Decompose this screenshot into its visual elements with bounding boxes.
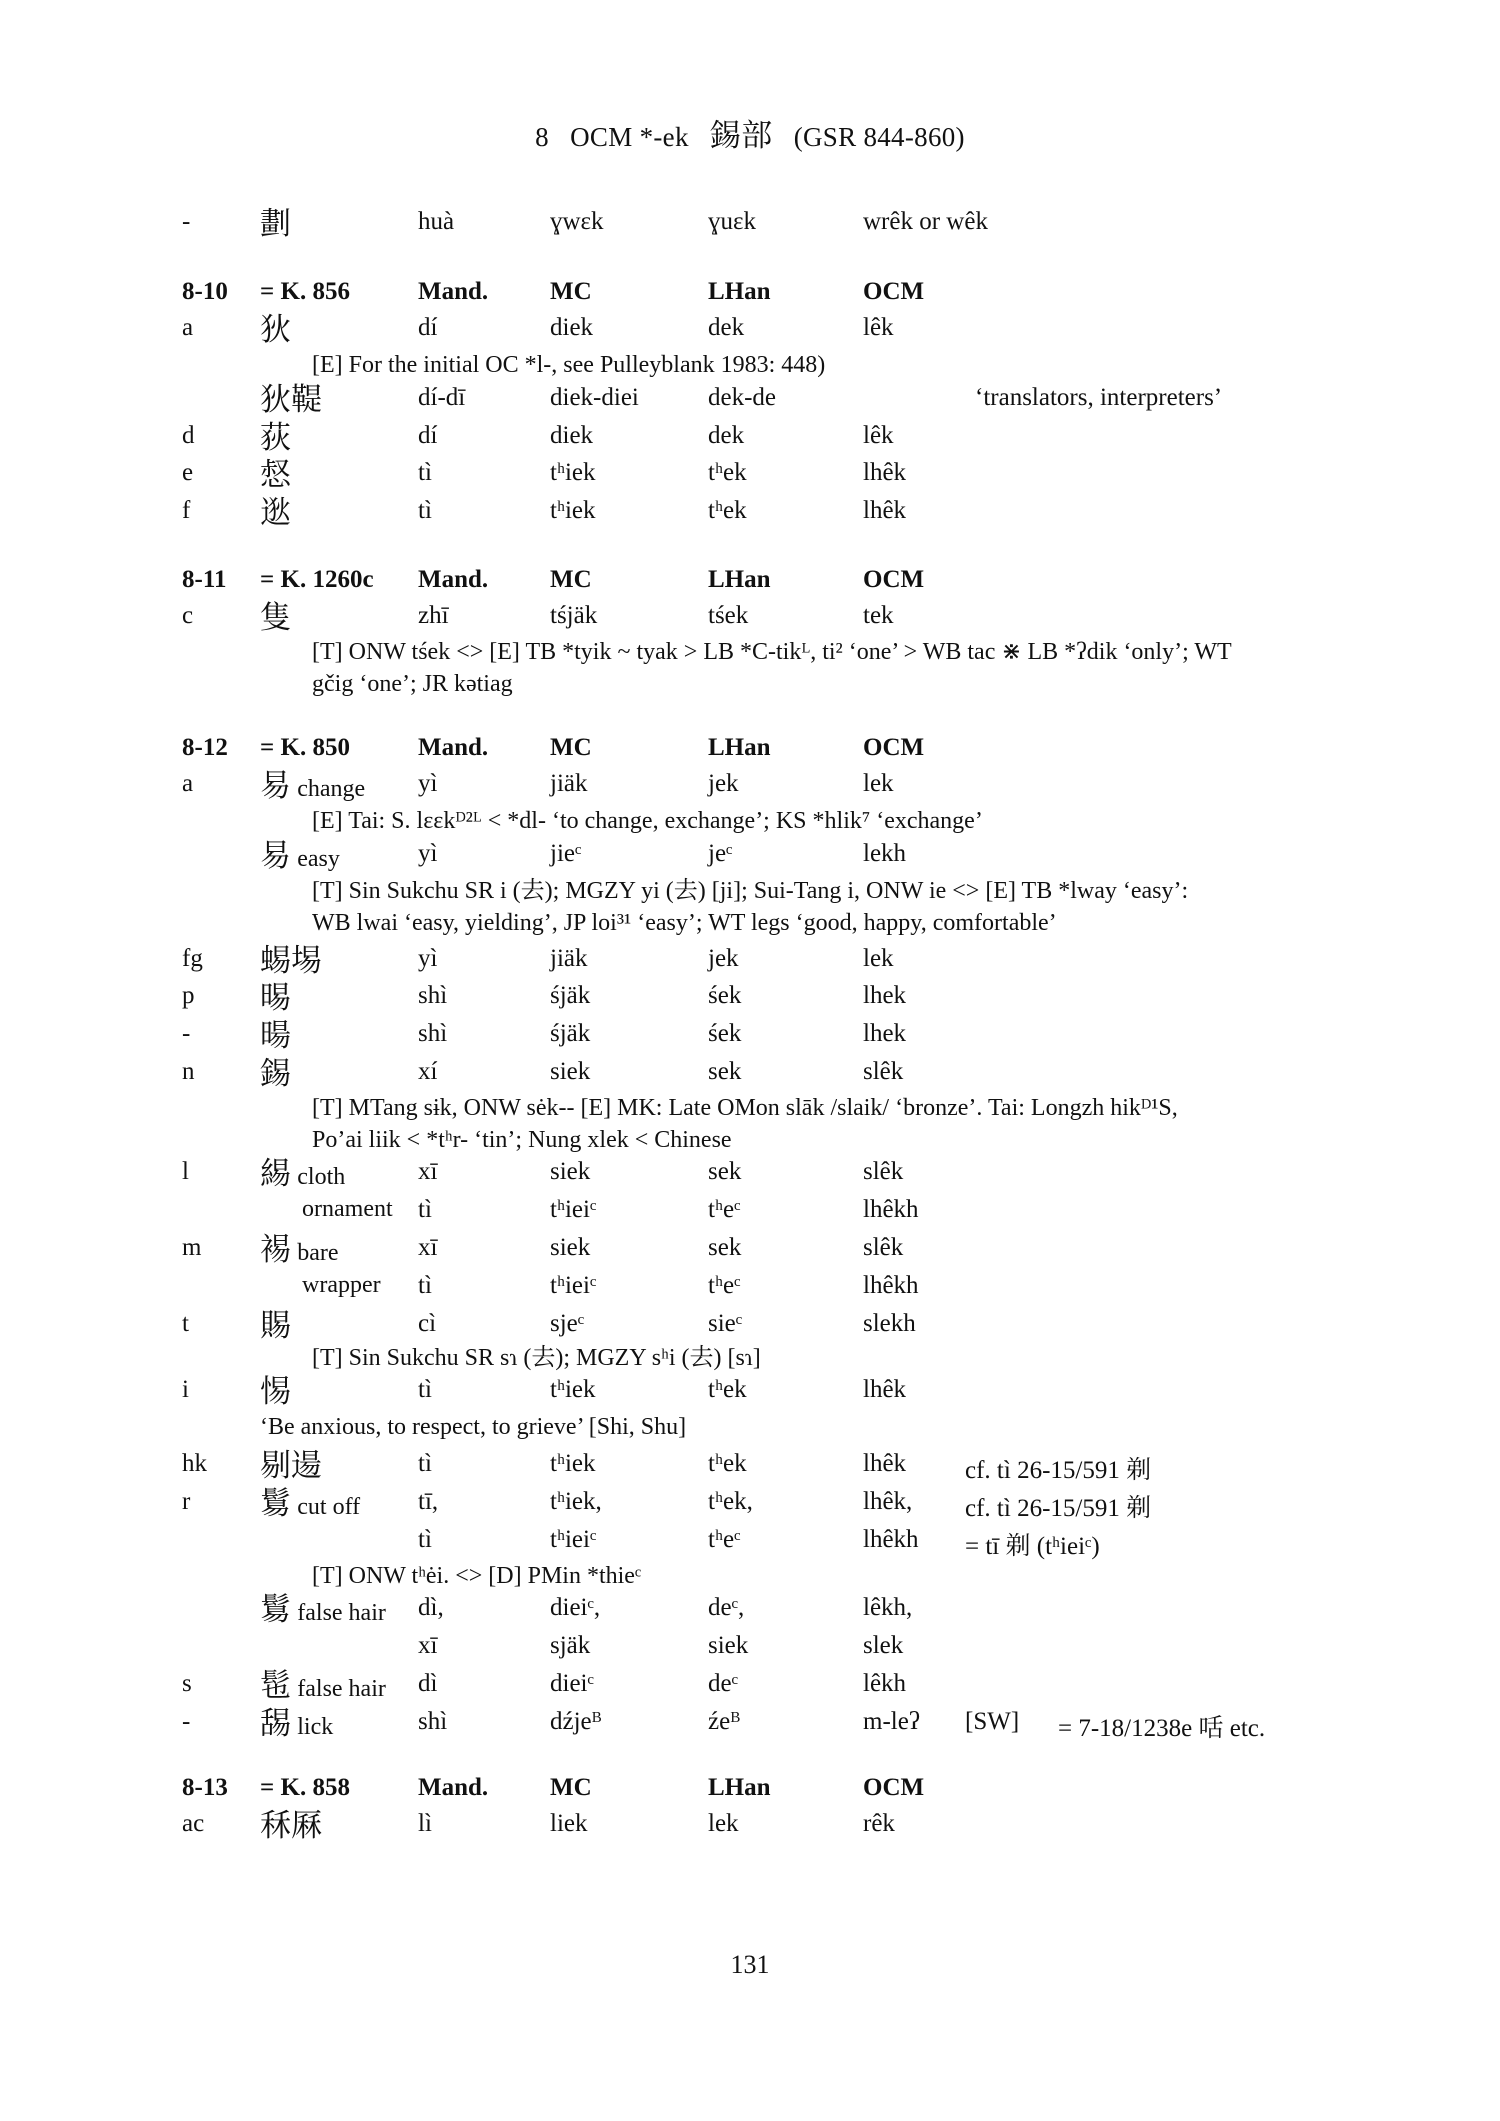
entry-mand: dì: [418, 1670, 438, 1697]
entry-label: f: [182, 497, 191, 524]
entry-note: [E] For the initial OC *l-, see Pulleyblank 1983: 448): [312, 352, 826, 378]
page-title: [0, 120, 1500, 153]
section-header: [0, 734, 1500, 772]
entry-char: 鬄: [260, 1592, 291, 1628]
entry-mc: sjeᶜ: [550, 1310, 585, 1337]
entry-row: [0, 314, 1500, 352]
entry-mand: dí: [418, 314, 438, 341]
entry-mand: tì: [418, 1376, 432, 1403]
entry-mc: tʰieiᶜ: [550, 1526, 597, 1553]
entry-row: [0, 1632, 1500, 1670]
entry-char: 鬄: [260, 1486, 291, 1522]
entry-mand: shì: [418, 982, 448, 1009]
entry-mc: dieiᶜ,: [550, 1594, 601, 1621]
entry-label: l: [182, 1158, 189, 1185]
entry-note: [T] Sin Sukchu SR sɿ (去); MGZY sʰi (去) [sɿ]: [312, 1345, 761, 1371]
entry-gloss: bare: [297, 1240, 339, 1266]
col-head-lhan: LHan: [708, 1774, 771, 1801]
entry-mc: liek: [550, 1810, 588, 1837]
entry-ocm: slek: [863, 1632, 904, 1659]
entry-mand: dí-dī: [418, 384, 466, 411]
section-id: 8-11: [182, 566, 227, 593]
section-k: = K. 850: [260, 734, 350, 761]
entry-ocm: lhêkh: [863, 1526, 919, 1553]
entry-char: 裼: [260, 1232, 291, 1268]
entry-gloss: false hair: [297, 1600, 386, 1626]
entry-mc: jiäk: [550, 770, 588, 797]
entry-gloss: change: [297, 776, 366, 802]
entry-mc: diek: [550, 422, 594, 449]
entry-mc: diek-diei: [550, 384, 639, 411]
entry-char: 劃: [260, 206, 291, 242]
entry-mand: shì: [418, 1020, 448, 1047]
entry-cf: = 7-18/1238e 咶 etc.: [1058, 1715, 1266, 1742]
entry-ocm: lêkh,: [863, 1594, 913, 1621]
entry-row: [0, 1526, 1500, 1564]
entry-mc: dieiᶜ: [550, 1670, 594, 1697]
entry-cf: cf. tì 26-15/591 剃: [965, 1457, 1152, 1484]
entry-mc: ɣwɛk: [550, 208, 604, 235]
entry-label: d: [182, 422, 195, 449]
chapter-number: 8: [535, 122, 549, 152]
entry-char: 晹: [260, 980, 291, 1016]
entry-cf: = tī 剃 (tʰieiᶜ): [965, 1533, 1100, 1560]
entry-row: [0, 945, 1500, 983]
section-k: = K. 856: [260, 278, 350, 305]
entry-lhan: jeᶜ: [708, 840, 733, 867]
entry-label: i: [182, 1376, 189, 1403]
entry-label: a: [182, 314, 194, 341]
entry-mand: xí: [418, 1058, 438, 1085]
entry-ocm: lêk: [863, 314, 894, 341]
entry-mand: shì: [418, 1708, 448, 1735]
entry-mand: yì: [418, 770, 438, 797]
entry-label: m: [182, 1234, 202, 1261]
entry-ocm: lhêk: [863, 1376, 907, 1403]
section-id: 8-13: [182, 1774, 228, 1801]
entry-ocm: slêk: [863, 1058, 904, 1085]
entry-mand: tī,: [418, 1488, 439, 1515]
entry-char: 狄鞮: [260, 382, 322, 418]
entry-lhan: tʰek: [708, 497, 747, 524]
chapter-label: OCM *-ek: [570, 122, 689, 152]
entry-char: 易: [260, 768, 291, 804]
entry-row: [0, 840, 1500, 878]
entry-lhan: jek: [708, 770, 739, 797]
entry-label: t: [182, 1310, 189, 1337]
section-header: [0, 1774, 1500, 1812]
entry-ocm: lhek: [863, 1020, 907, 1047]
col-head-ocm: OCM: [863, 734, 925, 761]
entry-mc: jiäk: [550, 945, 588, 972]
section-id: 8-12: [182, 734, 228, 761]
entry-mc: tʰieiᶜ: [550, 1196, 597, 1223]
entry-row: [0, 1594, 1500, 1632]
entry-lhan: tʰeᶜ: [708, 1526, 741, 1553]
entry-char: 舓: [260, 1706, 291, 1742]
entry-mc: tʰiek,: [550, 1488, 602, 1515]
entry-mc: tśjäk: [550, 602, 598, 629]
entry-ocm: slêk: [863, 1158, 904, 1185]
chapter-gsr: (GSR 844-860): [793, 122, 965, 152]
entry-row: [0, 1058, 1500, 1096]
entry-row: [0, 1196, 1500, 1234]
entry-row: [0, 1708, 1500, 1746]
entry-mc: siek: [550, 1158, 591, 1185]
entry-row: [0, 208, 1500, 246]
entry-label: hk: [182, 1450, 207, 1477]
entry-row: [0, 602, 1500, 640]
entry-lhan: jek: [708, 945, 739, 972]
entry-char: 錫: [260, 1056, 291, 1092]
col-head-lhan: LHan: [708, 278, 771, 305]
entry-mand: zhī: [418, 602, 449, 629]
entry-mand: tì: [418, 1526, 432, 1553]
entry-lhan: siek: [708, 1632, 749, 1659]
entry-label: e: [182, 459, 194, 486]
entry-gloss: easy: [297, 846, 340, 872]
entry-lhan: źeᴮ: [708, 1708, 740, 1735]
entry-mc: śjäk: [550, 982, 591, 1009]
entry-lhan: śek: [708, 982, 742, 1009]
entry-mand: dì,: [418, 1594, 444, 1621]
entry-label: a: [182, 770, 194, 797]
entry-lhan: sek: [708, 1158, 742, 1185]
entry-mc: tʰiek: [550, 1450, 596, 1477]
entry-mc: tʰiek: [550, 459, 596, 486]
entry-ocm: lhek: [863, 982, 907, 1009]
entry-char: 緆: [260, 1156, 291, 1192]
entry-char: 易: [260, 838, 291, 874]
entry-ocm: lhêk,: [863, 1488, 913, 1515]
entry-mc: siek: [550, 1234, 591, 1261]
section-k: = K. 858: [260, 1774, 350, 1801]
section-id: 8-10: [182, 278, 228, 305]
entry-label: c: [182, 602, 194, 629]
entry-mand: huà: [418, 208, 455, 235]
entry-ocm: lhêk: [863, 1450, 907, 1477]
entry-lhan: tʰek: [708, 1450, 747, 1477]
entry-label: s: [182, 1670, 192, 1697]
col-head-mand: Mand.: [418, 1774, 489, 1801]
entry-char: 髢: [260, 1668, 291, 1704]
entry-char: 剔逿: [260, 1448, 322, 1484]
entry-label: ac: [182, 1810, 205, 1837]
entry-row: [0, 1810, 1500, 1848]
entry-mc: diek: [550, 314, 594, 341]
entry-mand: xī: [418, 1632, 438, 1659]
entry-lhan: sieᶜ: [708, 1310, 743, 1337]
entry-note: gčig ‘one’; JR kətiag: [312, 671, 513, 697]
entry-label: n: [182, 1058, 195, 1085]
col-head-mc: MC: [550, 1774, 592, 1801]
entry-mand: xī: [418, 1234, 438, 1261]
entry-mand: yì: [418, 945, 438, 972]
entry-sw: [SW]: [965, 1708, 1020, 1735]
entry-mc: siek: [550, 1058, 591, 1085]
entry-ocm: lhêkh: [863, 1272, 919, 1299]
entry-char: 秝厤: [260, 1808, 322, 1844]
entry-ocm: rêk: [863, 1810, 895, 1837]
entry-row: [0, 1488, 1500, 1526]
entry-gloss: ‘translators, interpreters’: [975, 384, 1223, 411]
entry-lhan: tʰek,: [708, 1488, 753, 1515]
entry-char: 暘: [260, 1018, 291, 1054]
section-header: [0, 278, 1500, 316]
entry-ocm: tek: [863, 602, 894, 629]
col-head-ocm: OCM: [863, 566, 925, 593]
col-head-mc: MC: [550, 278, 592, 305]
entry-lhan: lek: [708, 1810, 739, 1837]
entry-gloss: wrapper: [302, 1272, 381, 1298]
entry-note: [E] Tai: S. lɛɛkᴰ²ᴸ < *dl- ‘to change, exchange’; KS *hlik⁷ ‘exchange’: [312, 808, 983, 834]
entry-char: 狄: [260, 312, 291, 348]
entry-row: [0, 1670, 1500, 1708]
entry-ocm: lek: [863, 770, 894, 797]
entry-mand: tì: [418, 1272, 432, 1299]
col-head-lhan: LHan: [708, 734, 771, 761]
entry-mand: tì: [418, 1450, 432, 1477]
entry-mand: tì: [418, 1196, 432, 1223]
entry-quote: ‘Be anxious, to respect, to grieve’ [Shi, Shu]: [260, 1414, 687, 1440]
col-head-mand: Mand.: [418, 734, 489, 761]
entry-char: 逖: [260, 495, 291, 531]
col-head-mc: MC: [550, 734, 592, 761]
entry-lhan: ɣuɛk: [708, 208, 756, 235]
col-head-mand: Mand.: [418, 278, 489, 305]
entry-gloss: cloth: [297, 1164, 346, 1190]
entry-label: -: [182, 1708, 191, 1735]
entry-note: WB lwai ‘easy, yielding’, JP loi³¹ ‘easy’; WT legs ‘good, happy, comfortable’: [312, 910, 1057, 936]
entry-mand: cì: [418, 1310, 437, 1337]
entry-note: [T] ONW tśek <> [E] TB *tyik ~ tyak > LB *C-tikᴸ, ti² ‘one’ > WB tac ⋇ LB *ʔdik ‘only’; WT: [312, 639, 1232, 665]
entry-ocm: slêk: [863, 1234, 904, 1261]
chapter-cjk: 錫部: [709, 118, 773, 154]
entry-ocm: m-leʔ: [863, 1708, 920, 1735]
entry-char: 蜴埸: [260, 943, 322, 979]
entry-mand: xī: [418, 1158, 438, 1185]
entry-lhan: dek: [708, 314, 745, 341]
entry-label: p: [182, 982, 195, 1009]
entry-lhan: tśek: [708, 602, 749, 629]
entry-row: [0, 384, 1500, 422]
entry-lhan: dek: [708, 422, 745, 449]
entry-char: 惄: [260, 457, 291, 493]
col-head-mc: MC: [550, 566, 592, 593]
col-head-ocm: OCM: [863, 1774, 925, 1801]
entry-note: [T] ONW tʰėi. <> [D] PMin *thieᶜ: [312, 1563, 642, 1589]
entry-mc: tʰiek: [550, 497, 596, 524]
entry-row: [0, 770, 1500, 808]
entry-lhan: śek: [708, 1020, 742, 1047]
entry-ocm: lekh: [863, 840, 907, 867]
col-head-ocm: OCM: [863, 278, 925, 305]
entry-note: [T] MTang sɨk, ONW sėk-- [E] MK: Late OMon slāk /slaik/ ‘bronze’. Tai: Longzh hikᴰ¹S,: [312, 1095, 1178, 1121]
entry-ocm: lek: [863, 945, 894, 972]
entry-row: [0, 1020, 1500, 1058]
entry-char: 惕: [260, 1374, 291, 1410]
entry-mc: śjäk: [550, 1020, 591, 1047]
entry-lhan: tʰeᶜ: [708, 1196, 741, 1223]
entry-ocm: wrêk or wêk: [863, 208, 988, 235]
entry-ocm: lhêk: [863, 497, 907, 524]
entry-lhan: dek-de: [708, 384, 777, 411]
entry-mand: yì: [418, 840, 438, 867]
entry-gloss: false hair: [297, 1676, 386, 1702]
entry-char: 荻: [260, 420, 291, 456]
page-number: 131: [730, 1950, 770, 1979]
entry-mc: tʰieiᶜ: [550, 1272, 597, 1299]
entry-gloss: cut off: [297, 1494, 361, 1520]
entry-lhan: deᶜ,: [708, 1594, 745, 1621]
entry-row: [0, 422, 1500, 460]
entry-mc: tʰiek: [550, 1376, 596, 1403]
entry-ocm: lêkh: [863, 1670, 907, 1697]
entry-row: [0, 1376, 1500, 1414]
entry-note: [T] Sin Sukchu SR i (去); MGZY yi (去) [ji]; Sui-Tang i, ONW ie <> [E] TB *lway ‘easy’:: [312, 878, 1189, 904]
entry-row: [0, 497, 1500, 535]
entry-char: 賜: [260, 1308, 291, 1344]
entry-label: fg: [182, 945, 203, 972]
entry-label: -: [182, 208, 191, 235]
entry-lhan: tʰek: [708, 1376, 747, 1403]
entry-lhan: sek: [708, 1058, 742, 1085]
entry-row: [0, 459, 1500, 497]
entry-row: [0, 1158, 1500, 1196]
entry-row: [0, 1450, 1500, 1488]
entry-gloss: ornament: [302, 1196, 393, 1222]
entry-cf: cf. tì 26-15/591 剃: [965, 1495, 1152, 1522]
entry-label: r: [182, 1488, 191, 1515]
col-head-mand: Mand.: [418, 566, 489, 593]
entry-gloss: lick: [297, 1714, 334, 1740]
entry-lhan: tʰek: [708, 459, 747, 486]
entry-row: [0, 1272, 1500, 1310]
entry-lhan: tʰeᶜ: [708, 1272, 741, 1299]
entry-char: 隻: [260, 600, 291, 636]
entry-label: -: [182, 1020, 191, 1047]
entry-ocm: lêk: [863, 422, 894, 449]
entry-mc: sjäk: [550, 1632, 591, 1659]
section-header: [0, 566, 1500, 604]
entry-row: [0, 982, 1500, 1020]
col-head-lhan: LHan: [708, 566, 771, 593]
entry-mand: dí: [418, 422, 438, 449]
entry-ocm: lhêkh: [863, 1196, 919, 1223]
entry-mand: tì: [418, 459, 432, 486]
entry-row: [0, 1234, 1500, 1272]
entry-lhan: sek: [708, 1234, 742, 1261]
section-k: = K. 1260c: [260, 566, 374, 593]
entry-ocm: lhêk: [863, 459, 907, 486]
entry-note: Po’ai liik < *tʰr- ‘tin’; Nung xlek < Chinese: [312, 1127, 732, 1153]
entry-mc: dźjeᴮ: [550, 1708, 602, 1735]
entry-mc: jieᶜ: [550, 840, 582, 867]
entry-lhan: deᶜ: [708, 1670, 738, 1697]
entry-mand: lì: [418, 1810, 432, 1837]
entry-mand: tì: [418, 497, 432, 524]
entry-ocm: slekh: [863, 1310, 916, 1337]
